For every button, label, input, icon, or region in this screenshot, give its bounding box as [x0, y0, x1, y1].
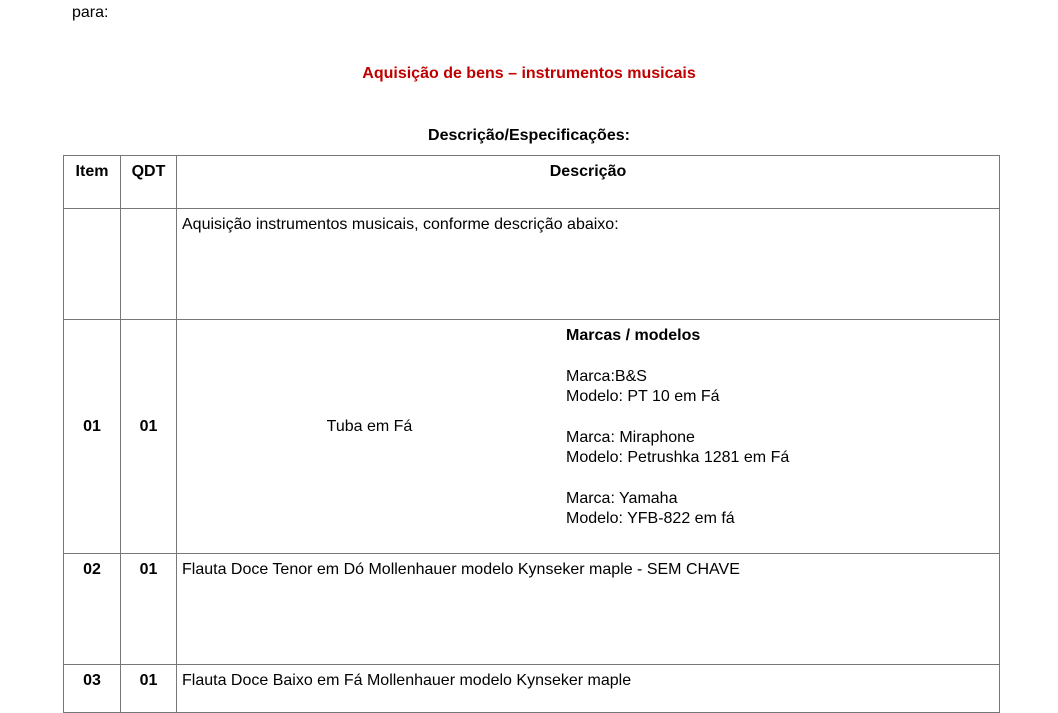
brand-entry: [566, 367, 995, 408]
cell-qdt: 01: [121, 554, 177, 665]
section-subtitle: Descrição/Especificações:: [428, 127, 630, 144]
intro-text: para:: [72, 4, 109, 21]
brand-marca: Marca: Miraphone: [566, 428, 695, 446]
item-description: Tuba em Fá: [326, 417, 413, 435]
brand-modelo: Modelo: YFB-822 em fá: [566, 510, 735, 527]
specification-table: [63, 155, 1000, 713]
cell-item: 02: [64, 554, 121, 665]
brands-title: Marcas / modelos: [566, 327, 701, 344]
brand-marca: Marca:B&S: [566, 367, 647, 385]
brand-marca: Marca: Yamaha: [566, 489, 678, 507]
brand-entry: [566, 428, 995, 469]
cell-description: Flauta Doce Baixo em Fá Mollenhauer modelo Kynseker maple: [177, 665, 1000, 713]
cell-qdt: 01: [121, 320, 177, 554]
table-row: [64, 665, 1000, 713]
header-descricao: Descrição: [177, 156, 1000, 209]
cell-qdt: 01: [121, 665, 177, 713]
header-item: Item: [64, 156, 121, 209]
brands-subtable: [177, 320, 999, 553]
cell-qdt-empty: [121, 209, 177, 320]
document-title: Aquisição de bens – instrumentos musicais: [362, 65, 696, 82]
brand-entry: [566, 489, 995, 530]
brands-cell: [562, 320, 999, 553]
header-qdt: QDT: [121, 156, 177, 209]
table-header-row: [64, 156, 1000, 209]
table-row: [64, 554, 1000, 665]
cell-intro-description: Aquisição instrumentos musicais, conforme descrição abaixo:: [177, 209, 1000, 320]
brand-modelo: Modelo: Petrushka 1281 em Fá: [566, 449, 790, 466]
cell-description: [177, 320, 1000, 554]
cell-item: 01: [64, 320, 121, 554]
table-row-intro: [64, 209, 1000, 320]
cell-item-empty: [64, 209, 121, 320]
cell-description: Flauta Doce Tenor em Dó Mollenhauer modelo Kynseker maple - SEM CHAVE: [177, 554, 1000, 665]
table-row: [64, 320, 1000, 554]
cell-item: 03: [64, 665, 121, 713]
brand-modelo: Modelo: PT 10 em Fá: [566, 388, 720, 405]
